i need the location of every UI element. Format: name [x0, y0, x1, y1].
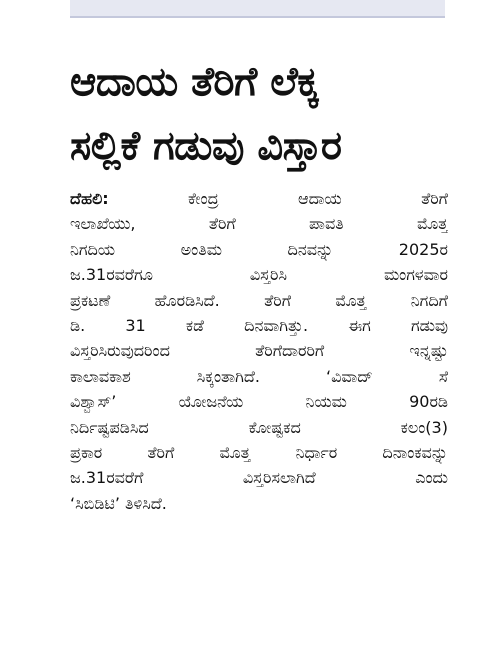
- word: ನಿರ್ದಿಷ್ಟಪಡಿಸಿದ: [70, 417, 149, 437]
- word: ಕೋಷ್ಟಕದ: [248, 417, 301, 437]
- word: ದಿನವಾಗಿತ್ತು.: [244, 316, 309, 336]
- word: ಜ.31ರವರೆಗೆ: [70, 468, 144, 488]
- word: ‘ಸಿಬಿಡಿಟಿ’: [70, 493, 120, 513]
- word: 2025ರ: [398, 239, 448, 259]
- article-line: [70, 415, 448, 440]
- word: ವಿಸ್ತರಿಸಿರುವುದರಿಂದ: [70, 341, 170, 361]
- article-line: [70, 465, 448, 490]
- headline-line-2: ಸಲ್ಲಿಕೆ ಗಡುವು ವಿಸ್ತಾರ: [70, 123, 342, 169]
- word: ಇಲಾಖೆಯು,: [70, 214, 136, 234]
- headline-line-1: ಆದಾಯ ತೆರಿಗೆ ಲೆಕ್ಕ: [70, 59, 319, 105]
- article-line: [70, 389, 448, 414]
- word: ಅಂತಿಮ: [180, 239, 222, 259]
- word: ವಿಶ್ವಾಸ್’: [70, 392, 117, 412]
- article-line: [70, 262, 448, 287]
- word: ಗಡುವು: [410, 316, 448, 336]
- word: ತಿಳಿಸಿದೆ.: [125, 493, 167, 513]
- word: ನಿಗದಿಯ: [70, 239, 116, 259]
- word: ತೆರಿಗೆ: [208, 214, 236, 234]
- word: ಹೊರಡಿಸಿದೆ.: [154, 290, 220, 310]
- word: ಪಾವತಿ: [309, 214, 344, 234]
- word: ಕಡೆ: [185, 316, 204, 336]
- word: ಸಿಕ್ಕಂತಾಗಿದೆ.: [196, 366, 260, 386]
- word: ಎಂದು: [415, 468, 448, 488]
- headline: [70, 50, 460, 178]
- article-line: [70, 313, 448, 338]
- word: ಕೇಂದ್ರ: [188, 189, 219, 208]
- word: ನಿಗದಿಗೆ: [410, 290, 448, 310]
- article-line: [70, 186, 448, 211]
- top-rule-bar: [70, 0, 445, 18]
- word: ಪ್ರಕಟಣೆ: [70, 290, 111, 310]
- article-line: [70, 237, 448, 262]
- word: ಡಿ.: [70, 316, 86, 336]
- article-line: [70, 211, 448, 236]
- word: ತೆರಿಗೆ: [147, 443, 175, 463]
- word: ಸೆ: [438, 366, 448, 386]
- word: ಕಲಂ(3): [400, 417, 448, 437]
- word: ಆದಾಯ: [298, 189, 342, 208]
- word: ಮೊತ್ತ: [417, 214, 448, 234]
- article-line: [70, 440, 448, 465]
- article-line: [70, 338, 448, 363]
- word: ತೆರಿಗೆ: [264, 290, 291, 310]
- word: ದಿನವನ್ನು: [287, 239, 334, 259]
- article-body: [70, 186, 448, 516]
- word: 90ರಡಿ: [409, 392, 448, 412]
- word: ಕಾಲಾವಕಾಶ: [70, 366, 131, 386]
- word: ಮೊತ್ತ: [335, 290, 367, 310]
- article-line: [70, 491, 448, 516]
- article-line: [70, 364, 448, 389]
- word: ವಿಸ್ತರಿಸಲಾಗಿದೆ: [242, 468, 316, 488]
- word: ‘ವಿವಾದ್: [325, 366, 373, 386]
- word: ತೆರಿಗೆ: [421, 189, 448, 208]
- dateline: ದೆಹಲಿ:: [70, 189, 109, 208]
- word: ಇನ್ನಷ್ಟು: [409, 341, 448, 361]
- word: ಮೊತ್ತ: [219, 443, 251, 463]
- word: ವಿಸ್ತರಿಸಿ: [249, 265, 287, 285]
- word: ತೆರಿಗೆದಾರರಿಗೆ: [255, 341, 325, 361]
- word: ಈಗ: [348, 316, 371, 336]
- word: ಪ್ರಕಾರ: [70, 443, 103, 463]
- word: ಯೋಜನೆಯ: [178, 392, 244, 412]
- word: ಜ.31ರವರೆಗೂ: [70, 265, 153, 285]
- word: ದಿನಾಂಕವನ್ನು: [382, 443, 448, 463]
- word: 31: [125, 316, 146, 336]
- word: ನಿರ್ಧಾರ: [295, 443, 338, 463]
- word: ಮಂಗಳವಾರ: [383, 265, 448, 285]
- word: ನಿಯಮ: [305, 392, 347, 412]
- article-line: [70, 288, 448, 313]
